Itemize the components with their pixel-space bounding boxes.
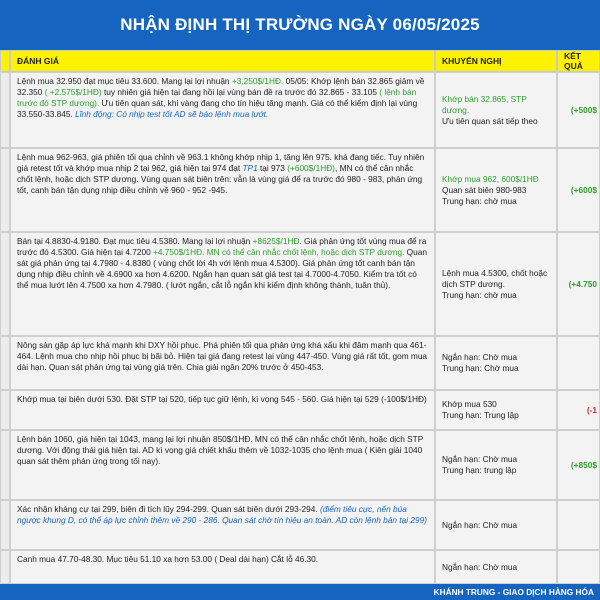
recommendation-text: Quan sát biên 980-983 (442, 184, 527, 195)
evaluation-text: ( +2.575$/1HĐ) (44, 87, 102, 97)
page-title: NHẬN ĐỊNH THỊ TRƯỜNG NGÀY 06/05/2025 (0, 0, 600, 50)
evaluation-text: Ưu tiên quan sát, khi vàng đang cho tín hiệu tăng mạnh. Giá có thể kiểm định lại vùng 33.550-33.845. (17, 98, 418, 119)
recommendation-text: Trung hạn: Trung lập (442, 410, 519, 420)
result-value: (+4.750 (568, 278, 597, 289)
recommendation-text: Trung hạn: chờ mua (442, 289, 517, 300)
header-khuyen-nghi: KHUYẾN NGHỊ (435, 50, 557, 72)
row-marker (0, 232, 10, 336)
recommendation-text: Ngắn hạn: Chờ mua (442, 454, 518, 464)
evaluation-text: (+600$/1HĐ) (287, 163, 335, 173)
recommendation-text: Ưu tiên quan sát tiếp theo (442, 115, 538, 126)
footer-brand: KHÁNH TRUNG - GIAO DỊCH HÀNG HÓA (0, 584, 600, 600)
recommendation-text: Ngắn hạn: Chờ mua (442, 352, 518, 362)
evaluation-text: Khớp mua tại biên dưới 530. Đặt STP tại 520, tiếp tục giữ lệnh, kì vọng 545 - 560. Giá hiện tại 529 (-100$/1HĐ) (17, 394, 427, 404)
result-cell (557, 550, 600, 584)
recommendation-cell (435, 232, 557, 336)
evaluation-text: ( lệnh bán trước đó STP dương). (17, 87, 417, 108)
evaluation-text: Lĩnh động: Có nhịp test tốt AD sẽ báo lệnh mua lướt. (75, 109, 269, 119)
evaluation-text: +8625$/1HĐ. (252, 236, 302, 246)
evaluation-text: Lệnh bán 1060, giá hiện tại 1043, mang lại lợi nhuận 850$/1HĐ. MN có thể cân nhắc chốt lệnh, hoặc dịch STP dương. Với động thái giá hiện tại. AD kì vọng giá chiết khấu thêm về 1032-1035 cho lệnh mua ( Kiên giải 1040 quan sát thêm phản ứng trong tối nay). (17, 434, 424, 466)
recommendation-cell (435, 500, 557, 550)
result-value: (-1 (586, 404, 597, 415)
evaluation-cell (10, 72, 435, 148)
evaluation-text: , MN có thể cân nhắc chốt lệnh, hoặc dịch STP dương. Vùng quan sát biên trên: vẫn là vùng giá để ra trước đó 980 - 983, phản ứng tốt, canh bán tận dụng nhịp điều chỉnh về 960 - 952 -945. (17, 163, 423, 195)
recommendation-text: Khớp mua 530 (442, 399, 497, 409)
row-marker (0, 72, 10, 148)
result-cell (557, 390, 600, 430)
recommendation-text: Ngắn hạn: Chờ mua (442, 519, 518, 530)
result-value: (+600$ (570, 184, 597, 195)
header-blank (0, 50, 10, 72)
recommendation-text: Khớp bán 32.865, STP dương. (442, 93, 527, 115)
evaluation-text: Lệnh mua 962-963, giá phiên tối qua chỉnh về 963.1 không khớp nhịp 1, tăng lên 975. khá đang tiếc. Tuy nhiên giá retest tốt và khớp mua nhịp 2 tại 962, giá hiện tại 974 đạt (17, 152, 425, 173)
evaluation-text: tại 973 (257, 163, 288, 173)
evaluation-text: +4.750$/1HĐ. MN có thể cân nhắc chốt lệnh, hoặc dịch STP dương. (153, 247, 405, 257)
recommendation-text: Khớp mua 962, 600$/1HĐ (442, 173, 539, 184)
evaluation-cell (10, 390, 435, 430)
row-marker (0, 550, 10, 584)
evaluation-text: tuy nhiên giá hiện tại đang hồi lại vùng bán đề ra trước đó 32.865 - 33.105 (101, 87, 380, 97)
row-marker (0, 500, 10, 550)
evaluation-cell (10, 550, 435, 584)
recommendation-text: Ngắn hạn: Chờ mua (442, 561, 518, 572)
recommendation-cell (435, 148, 557, 232)
header-danh-gia: ĐÁNH GIÁ (10, 50, 435, 72)
recommendation-cell (435, 390, 557, 430)
recommendation-cell (435, 550, 557, 584)
evaluation-cell (10, 336, 435, 390)
evaluation-text: Canh mua 47.70-48.30. Mục tiêu 51.10 xa hơn 53.00 ( Deal dài hạn) Cắt lỗ 46.30. (17, 554, 319, 564)
result-cell (557, 72, 600, 148)
evaluation-text: 05/05: Khớp lệnh bán 32.865 giảm về 32.350 (17, 76, 425, 97)
recommendation-text: Trung hạn: chờ mua (442, 195, 517, 206)
row-marker (0, 430, 10, 500)
recommendation-cell (435, 336, 557, 390)
evaluation-text: Lệnh mua 32.950 đạt mục tiêu 33.600. Mang lại lợi nhuận (17, 76, 232, 86)
recommendation-text: Trung hạn: Chờ mua (442, 363, 519, 373)
recommendation-text: Lệnh mua 4.5300, chốt hoặc dịch STP dương. (442, 267, 548, 289)
evaluation-cell (10, 148, 435, 232)
evaluation-text: Nông sản gặp áp lực khá mạnh khi DXY hồi phục. Phá phiên tối qua phản ứng khá xấu khi đâm mạnh qua 461-464. Lệnh mua cho nhịp hồi phục bị bãi bỏ. Hiện tại giá đang retest lại vùng 447-450. Vùng giá rất tốt, gom mua dài hạn. Quan sát phản ứng tại vùng giá trên. Chia giải ngân 20% trước ở 450-453. (17, 340, 428, 372)
evaluation-cell (10, 500, 435, 550)
row-marker (0, 390, 10, 430)
result-cell (557, 232, 600, 336)
evaluation-text: Bán tại 4.8830-4.9180. Đạt mục tiêu 4.5380. Mang lại lợi nhuận (17, 236, 253, 246)
result-cell (557, 336, 600, 390)
evaluation-text: Xác nhận kháng cự tại 299, biên đi tích lũy 294-299. Quan sát biên dưới 293-294. (17, 504, 320, 514)
result-value: (+500$ (570, 104, 597, 115)
recommendation-cell (435, 72, 557, 148)
evaluation-text: Giá phản ứng tốt vùng mua để ra trước đó 4.5300. Giá hiện tại 4.7200 (17, 236, 427, 257)
evaluation-cell (10, 232, 435, 336)
result-cell (557, 148, 600, 232)
evaluation-text: +3,250$/1HĐ. (231, 76, 284, 86)
result-cell (557, 500, 600, 550)
evaluation-text: Quan sát giá phản ứng tại 4.7980 - 4.8380 ( vùng chốt lời 4h với lệnh mua 4.5300). Giá phản ứng tốt canh bán tận dụng nhịp điều chỉnh về 4.6900 xa hơn 4.6200. Ngắn hạn quan sát giá test tại 4.7000-4.7050. Kiểm tra tốt có thể mua lướt lên 4.7500 xa hơn 4.7980. ( lướt ngắn, cắt lỗ ngắn khi kiểm định không thành, tuân thủ). (17, 247, 427, 290)
header-ket-qua: KẾT QUẢ (557, 50, 600, 72)
evaluation-text: TP1 (242, 163, 258, 173)
row-marker (0, 336, 10, 390)
result-value: (+850$ (570, 459, 597, 470)
recommendation-text: Trung hạn: trung lập (442, 465, 517, 475)
result-cell (557, 430, 600, 500)
row-marker (0, 148, 10, 232)
evaluation-text: (điểm tiêu cực, nến búa ngược khung D, có thể áp lực chỉnh thêm về 290 - 286. Quan sát chờ tín hiệu an toàn. AD còn lệnh bán tại 299) (17, 504, 427, 525)
recommendation-cell (435, 430, 557, 500)
evaluation-cell (10, 430, 435, 500)
